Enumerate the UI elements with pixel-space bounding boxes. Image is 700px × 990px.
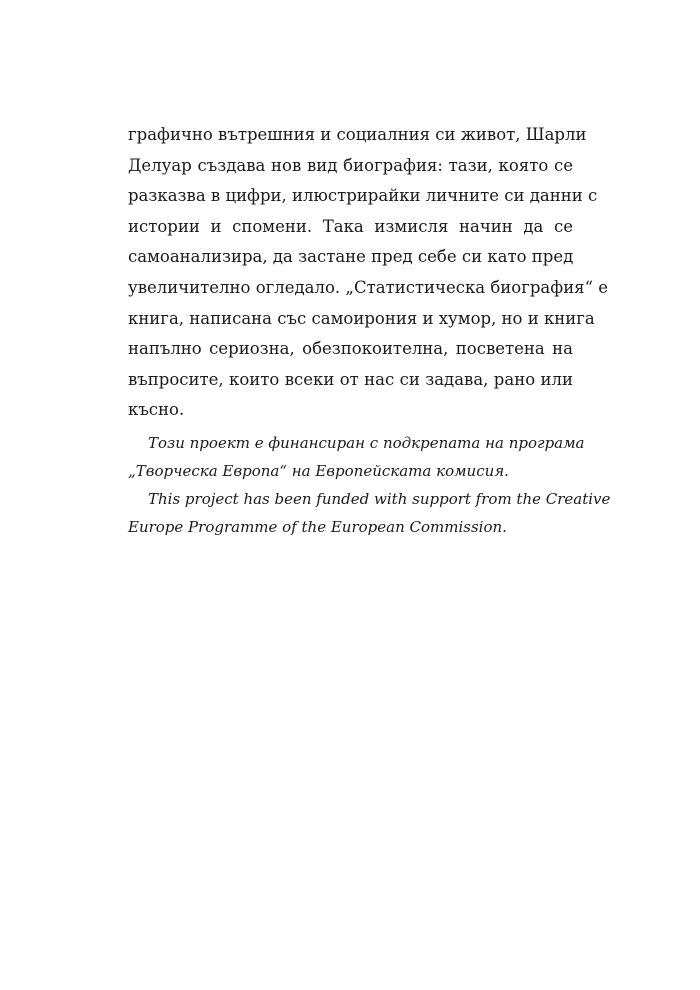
paragraph-line: въпросите, които всеки от нас си задава, рано или [128, 369, 573, 389]
funding-en-line: This project has been funded with support from the Creative [148, 490, 611, 508]
paragraph-line: истории и спомени. Така измисля начин да се [128, 216, 573, 236]
funding-bg-line: „Творческа Европа“ на Европейската комисия. [128, 462, 509, 480]
funding-bg-line: Този проект е финансиран с подкрепата на програма [148, 434, 585, 452]
funding-en-line: Europe Programme of the European Commission. [128, 518, 507, 536]
body-paragraph [128, 120, 609, 426]
paragraph-line: разказва в цифри, илюстрирайки личните си данни с [128, 186, 598, 206]
paragraph-line: книга, написана със самоирония и хумор, но и книга [128, 308, 595, 328]
paragraph-line: графично вътрешния и социалния си живот, Шарли [128, 125, 587, 144]
funding-notice [128, 429, 611, 541]
paragraph-line: самоанализира, да застане пред себе си като пред [128, 247, 574, 267]
paragraph-line: напълно сериозна, обезпокоителна, посветена на [128, 339, 573, 359]
paragraph-line: късно. [128, 400, 185, 420]
paragraph-line: увеличително огледало. „Статистическа биография“ е [128, 277, 609, 297]
paragraph-line: Делуар създава нов вид биография: тази, която се [128, 155, 573, 175]
